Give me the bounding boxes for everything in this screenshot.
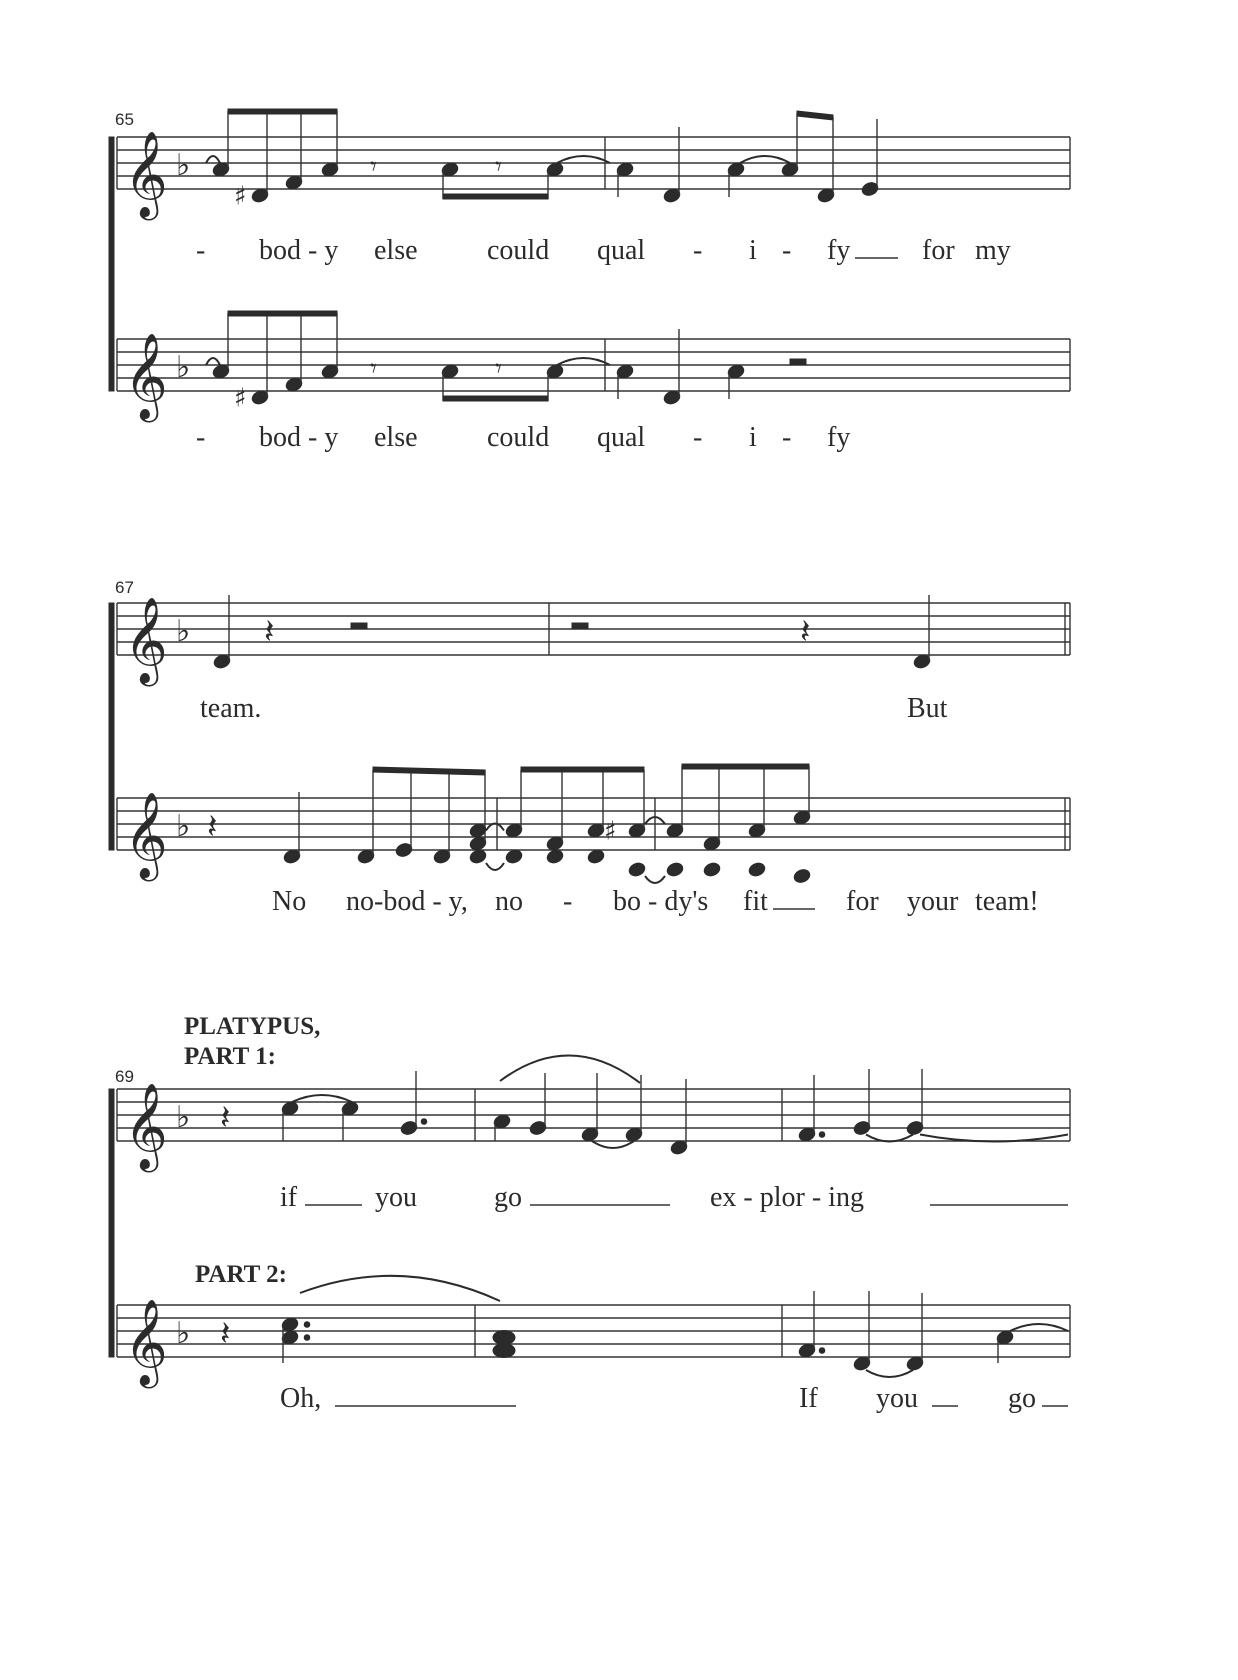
tie bbox=[206, 156, 220, 163]
lyric: Oh, bbox=[280, 1383, 322, 1414]
lyric: - bbox=[196, 422, 206, 453]
flat-key-signature: ♭ bbox=[176, 1316, 191, 1351]
staves bbox=[109, 137, 1070, 1357]
lyric: - bbox=[782, 422, 792, 453]
lyric: no-bod - y, bbox=[346, 886, 468, 917]
tie bbox=[292, 1095, 352, 1102]
augmentation-dot bbox=[819, 1132, 825, 1138]
flat-key-signature: ♭ bbox=[176, 1100, 191, 1135]
notehead bbox=[666, 862, 684, 878]
lyric: - bbox=[782, 235, 792, 266]
notehead bbox=[748, 862, 766, 878]
sharp-sign: ♯ bbox=[604, 816, 617, 847]
notehead bbox=[469, 849, 487, 865]
lyric: qual bbox=[597, 235, 646, 266]
lyric: else bbox=[374, 235, 418, 266]
lyric: fit bbox=[743, 886, 768, 917]
quarter-rest: 𝄽 bbox=[220, 1098, 231, 1138]
tie bbox=[740, 156, 790, 163]
treble-clef: 𝄞 bbox=[124, 1083, 168, 1169]
music-marks bbox=[124, 109, 1068, 1389]
notehead bbox=[587, 849, 605, 865]
part-label-part1: PART 1: bbox=[184, 1043, 276, 1070]
notehead bbox=[505, 849, 523, 865]
augmentation-dot bbox=[304, 1322, 310, 1328]
eighth-rest: 𝄾 bbox=[495, 152, 502, 182]
lyric: your bbox=[907, 886, 959, 917]
lyric: ex - plor - ing bbox=[710, 1182, 864, 1213]
lyric: - bbox=[693, 422, 703, 453]
part-label-platypus: PLATYPUS, bbox=[184, 1013, 321, 1040]
lyric: could bbox=[487, 422, 550, 453]
beam bbox=[797, 111, 833, 120]
whole-note bbox=[494, 1345, 514, 1357]
tie bbox=[557, 156, 610, 163]
eighth-rest: 𝄾 bbox=[370, 354, 377, 384]
notehead bbox=[628, 862, 646, 878]
quarter-rest: 𝄽 bbox=[207, 807, 218, 847]
flat-key-signature: ♭ bbox=[176, 350, 191, 385]
sharp-sign: ♯ bbox=[234, 383, 247, 414]
measure-number-69: 69 bbox=[115, 1067, 134, 1086]
beam bbox=[443, 194, 548, 199]
beam bbox=[443, 396, 548, 401]
lyric: bod - y bbox=[259, 422, 339, 453]
tie bbox=[557, 358, 610, 365]
lyric: fy bbox=[827, 422, 851, 453]
flat-key-signature: ♭ bbox=[176, 614, 191, 649]
lyric: if bbox=[280, 1182, 298, 1213]
beam bbox=[228, 311, 337, 316]
half-rest bbox=[351, 623, 367, 629]
beam bbox=[682, 764, 809, 769]
lyric: team. bbox=[200, 693, 262, 724]
lyric: bo - dy's bbox=[613, 886, 709, 917]
slur bbox=[500, 1055, 640, 1083]
slur bbox=[300, 1276, 500, 1301]
lyric: i bbox=[749, 235, 757, 266]
lyric: fy bbox=[827, 235, 851, 266]
notehead bbox=[703, 862, 721, 878]
notehead bbox=[793, 868, 811, 884]
tie bbox=[1010, 1324, 1068, 1331]
lyric: go bbox=[494, 1182, 522, 1213]
lyric: - bbox=[196, 235, 206, 266]
lyric: no bbox=[495, 886, 523, 917]
lyric: for bbox=[846, 886, 879, 917]
tie bbox=[486, 863, 504, 870]
flat-key-signature: ♭ bbox=[176, 809, 191, 844]
lyric: team! bbox=[975, 886, 1039, 917]
augmentation-dot bbox=[421, 1119, 427, 1125]
treble-clef: 𝄞 bbox=[124, 131, 168, 217]
tie bbox=[592, 1141, 634, 1148]
quarter-rest: 𝄽 bbox=[264, 612, 275, 652]
tie bbox=[206, 358, 220, 365]
lyric: my bbox=[975, 235, 1011, 266]
beam bbox=[521, 767, 644, 772]
lyric: qual bbox=[597, 422, 646, 453]
tie bbox=[645, 876, 665, 883]
lyric: else bbox=[374, 422, 418, 453]
lyric: No bbox=[272, 886, 307, 917]
eighth-rest: 𝄾 bbox=[370, 152, 377, 182]
beam bbox=[373, 767, 485, 775]
lyric: - bbox=[563, 886, 573, 917]
lyric: bod - y bbox=[259, 235, 339, 266]
system-bracket bbox=[109, 603, 114, 850]
lyric: - bbox=[693, 235, 703, 266]
system-bracket bbox=[109, 1089, 114, 1357]
quarter-rest: 𝄽 bbox=[220, 1314, 231, 1354]
flat-key-signature: ♭ bbox=[176, 148, 191, 183]
treble-clef: 𝄞 bbox=[124, 1299, 168, 1385]
half-rest bbox=[572, 623, 588, 629]
augmentation-dot bbox=[819, 1348, 825, 1354]
eighth-rest: 𝄾 bbox=[495, 354, 502, 384]
half-rest bbox=[790, 359, 806, 365]
part-label-part2: PART 2: bbox=[195, 1261, 287, 1288]
measure-number-65: 65 bbox=[115, 110, 134, 129]
quarter-rest: 𝄽 bbox=[800, 612, 811, 652]
treble-clef: 𝄞 bbox=[124, 597, 168, 683]
augmentation-dot bbox=[304, 1335, 310, 1341]
system-bracket bbox=[109, 137, 114, 391]
lyric: you bbox=[876, 1383, 918, 1414]
treble-clef: 𝄞 bbox=[124, 792, 168, 878]
sharp-sign: ♯ bbox=[234, 181, 247, 212]
lyric: you bbox=[375, 1182, 417, 1213]
treble-clef: 𝄞 bbox=[124, 333, 168, 419]
tie bbox=[866, 1370, 913, 1377]
lyric: could bbox=[487, 235, 550, 266]
beam bbox=[228, 109, 337, 114]
lyric: go bbox=[1008, 1383, 1036, 1414]
lyric: i bbox=[749, 422, 757, 453]
measure-number-67: 67 bbox=[115, 578, 134, 597]
lyric: for bbox=[922, 235, 955, 266]
whole-note bbox=[494, 1332, 514, 1344]
notehead bbox=[546, 849, 564, 865]
lyric: If bbox=[799, 1383, 818, 1414]
lyric: But bbox=[907, 693, 948, 724]
